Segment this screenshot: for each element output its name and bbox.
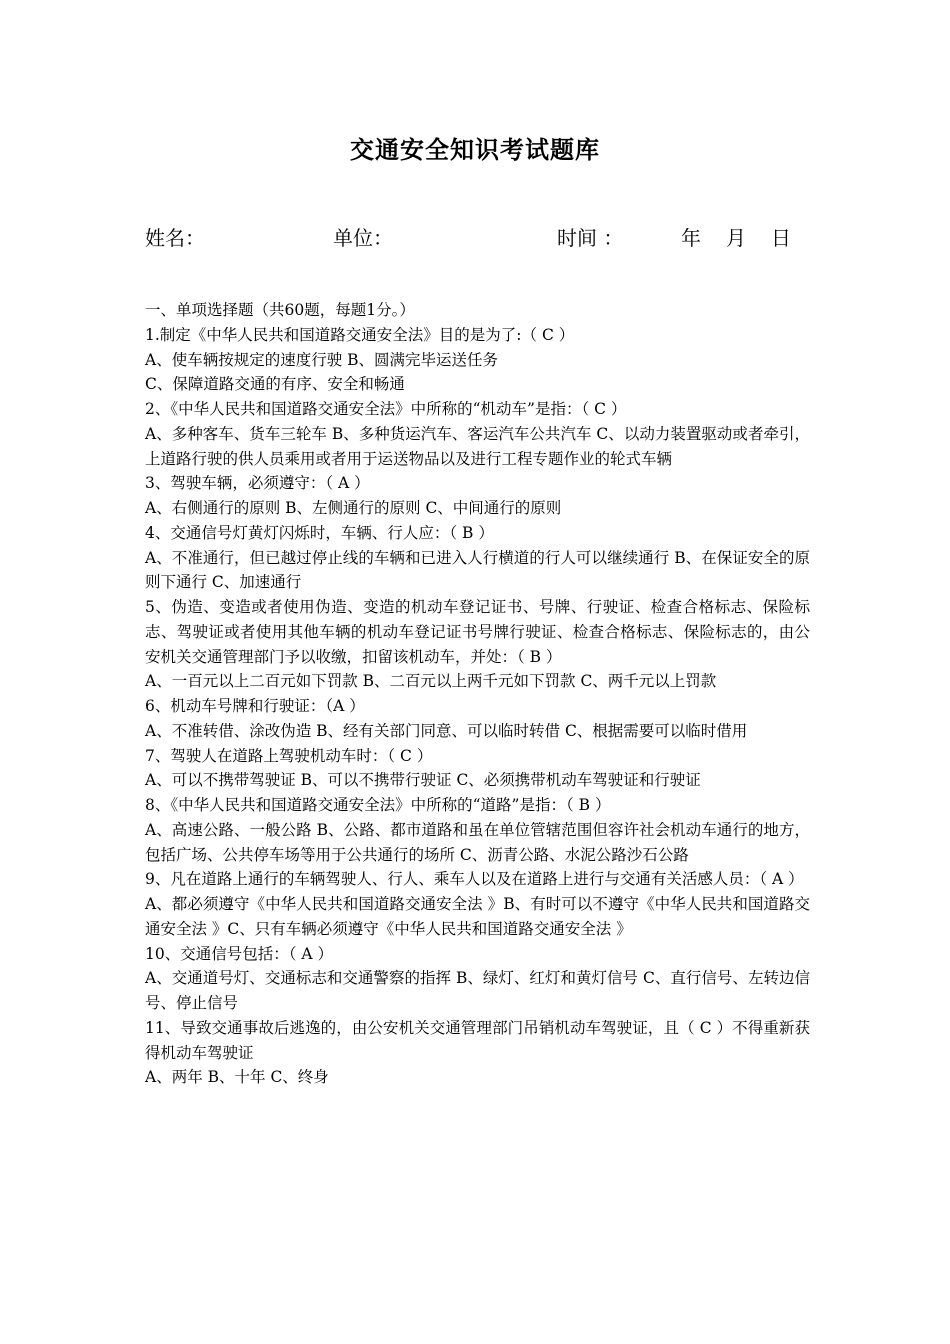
question-9: 9、凡在道路上通行的车辆驾驶人、行人、乘车人以及在道路上进行与交通有关活感人员：（ A ） bbox=[145, 870, 804, 889]
name-label: 姓名： bbox=[145, 226, 205, 250]
question-6: 6、机动车号牌和行驶证：（A ） bbox=[145, 697, 365, 715]
question-5: 5、伪造、变造或者使用伪造、变造的机动车登记证书、号牌、行驶证、检查合格标志、保险标志、驾驶证或者使用其他车辆的机动车登记证书号牌行驶证、检查合格标志、保险标志的，由公安机关交通管理部门予以收缴，扣留该机动车，并处：（ B ） bbox=[145, 598, 810, 666]
answer-options-1a: A、使车辆按规定的速度行驶 B、圆满完毕运送任务 bbox=[145, 350, 499, 369]
answer-options-9: A、都必须遵守《中华人民共和国道路交通安全法 》B、有时可以不遵守《中华人民共和国道路交通安全法 》C、只有车辆必须遵守《中华人民共和国道路交通安全法 》 bbox=[145, 895, 810, 938]
question-4: 4、交通信号灯黄灯闪烁时，车辆、行人应：（ B ） bbox=[145, 523, 494, 542]
question-8: 8、《中华人民共和国道路交通安全法》中所称的“道路”是指：（ B ） bbox=[145, 796, 611, 814]
answer-options-10: A、交通道号灯、交通标志和交通警察的指挥 B、绿灯、红灯和黄灯信号 C、直行信号、左转边信号、停止信号 bbox=[145, 969, 810, 1012]
question-7: 7、驾驶人在道路上驾驶机动车时：（ C ） bbox=[145, 746, 433, 765]
time-label: 时间 ： bbox=[557, 226, 624, 250]
answer-options-11: A、两年 B、十年 C、终身 bbox=[145, 1068, 329, 1087]
document-title: 交通安全知识考试题库 bbox=[350, 136, 600, 164]
answer-options-5: A、一百元以上二百元如下罚款 B、二百元以上两千元如下罚款 C、两千元以上罚款 bbox=[145, 672, 717, 691]
unit-label: 单位： bbox=[333, 226, 393, 250]
question-11: 11、导致交通事故后逃逸的，由公安机关交通管理部门吊销机动车驾驶证，且（ C ）不得重新获得机动车驾驶证 bbox=[145, 1018, 810, 1062]
question-10: 10、交通信号包括：（ A ） bbox=[145, 944, 334, 963]
exam-info-row bbox=[0, 222, 950, 258]
answer-options-7: A、可以不携带驾驶证 B、可以不携带行驶证 C、必须携带机动车驾驶证和行驶证 bbox=[145, 771, 701, 790]
answer-options-4: A、不准通行，但已越过停止线的车辆和已进入人行横道的行人可以继续通行 B、在保证安全的原则下通行 C、加速通行 bbox=[145, 548, 810, 592]
day-label: 日 bbox=[771, 226, 791, 250]
question-list bbox=[145, 298, 810, 1090]
question-3: 3、驾驶车辆，必须遵守：（ A ） bbox=[145, 474, 370, 493]
section-heading: 一、单项选择题（共60题，每题1分。） bbox=[145, 301, 415, 319]
answer-options-6: A、不准转借、涂改伪造 B、经有关部门同意、可以临时转借 C、根据需要可以临时借用 bbox=[145, 721, 748, 740]
answer-options-1b: C、保障道路交通的有序、安全和畅通 bbox=[145, 375, 405, 394]
question-2: 2、《中华人民共和国道路交通安全法》中所称的“机动车”是指：（ C ） bbox=[145, 400, 627, 418]
answer-options-8: A、高速公路、一般公路 B、公路、都市道路和虽在单位管辖范围但容许社会机动车通行的地方，包括广场、公共停车场等用于公共通行的场所 C、沥青公路、水泥公路沙石公路 bbox=[145, 820, 810, 864]
month-label: 月 bbox=[726, 226, 746, 250]
question-1: 1.制定《中华人民共和国道路交通安全法》目的是为了:（ C ） bbox=[145, 325, 575, 344]
year-label: 年 bbox=[681, 226, 701, 250]
answer-options-3: A、右侧通行的原则 B、左侧通行的原则 C、中间通行的原则 bbox=[145, 499, 562, 517]
answer-options-2: A、多种客车、货车三轮车 B、多种货运汽车、客运汽车公共汽车 C、以动力装置驱动或者牵引，上道路行驶的供人员乘用或者用于运送物品以及进行工程专题作业的轮式车辆 bbox=[145, 424, 810, 468]
